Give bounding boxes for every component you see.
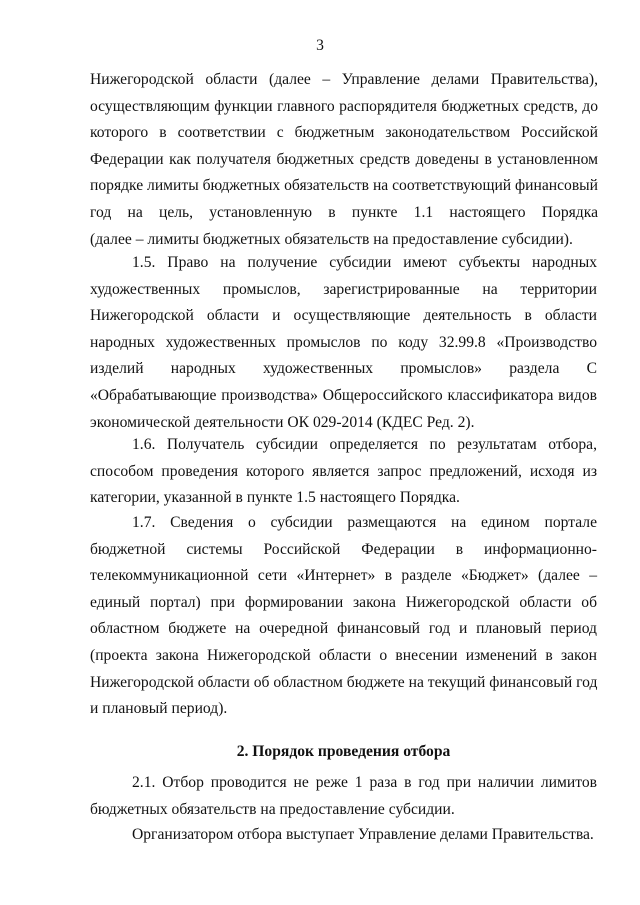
text-line: категории, указанной в пункте 1.5 настоящего Порядка. xyxy=(90,489,460,507)
text-line: бюджетной системы Российской Федерации в информационно- xyxy=(90,540,597,558)
text-line: 2.1. Отбор проводится не реже 1 раза в год при наличии лимитов xyxy=(132,774,597,791)
text-line: народных художественных промыслов по коду 32.99.8 «Производство xyxy=(90,333,597,351)
text-line: Нижегородской области об областном бюджете на текущий финансовый год xyxy=(90,673,598,691)
paragraph-2-1-organizer xyxy=(90,822,597,849)
text-line: Нижегородской области (далее – Управление делами Правительства), xyxy=(90,71,599,88)
paragraph-1-4-continuation xyxy=(90,67,598,253)
text-line: единый портал) при формировании закона Нижегородской области об xyxy=(90,593,597,611)
text-line: 1.7. Сведения о субсидии размещаются на едином портале xyxy=(132,514,597,531)
text-line: осуществляющим функции главного распорядителя бюджетных средств, до xyxy=(90,97,599,115)
paragraph-2-1 xyxy=(90,770,597,823)
paragraph-1-7 xyxy=(90,510,597,723)
text-line: (далее – лимиты бюджетных обязательств на предоставление субсидии). xyxy=(90,230,573,248)
text-line: «Обрабатывающие производства» Общероссийского классификатора видов xyxy=(90,386,597,404)
text-line: бюджетных обязательств на предоставление субсидии. xyxy=(90,800,455,818)
text-line: областном бюджете на очередной финансовый год и плановый период xyxy=(90,620,597,638)
text-line: телекоммуникационной сети «Интернет» в разделе «Бюджет» (далее – xyxy=(90,567,597,585)
text-line: художественных промыслов, зарегистрированные на территории xyxy=(90,280,597,298)
paragraph-1-6 xyxy=(90,432,597,512)
text-line: Нижегородской области и осуществляющие деятельность в области xyxy=(90,307,597,325)
section-heading: 2. Порядок проведения отбора xyxy=(236,743,451,760)
text-line: и плановый период). xyxy=(90,700,228,718)
text-line: 1.5. Право на получение субсидии имеют субъекты народных xyxy=(132,254,597,271)
text-line: Федерации как получателя бюджетных средств доведены в установленном xyxy=(90,150,599,168)
text-line: 1.6. Получатель субсидии определяется по результатам отбора, xyxy=(132,436,597,453)
text-line: способом проведения которого является запрос предложений, исходя из xyxy=(90,462,597,480)
text-line: год на цель, установленную в пункте 1.1 настоящего Порядка xyxy=(90,203,599,221)
text-line: которого в соответствии с бюджетным законодательством Российской xyxy=(90,124,599,142)
text-line: Организатором отбора выступает Управление делами Правительства. xyxy=(132,826,594,843)
text-line: экономической деятельности ОК 029-2014 (КДЕС Ред. 2). xyxy=(90,413,475,431)
text-line: (проекта закона Нижегородской области о внесении изменений в закон xyxy=(90,646,597,664)
paragraph-1-5 xyxy=(90,250,597,436)
text-line: изделий народных художественных промыслов» раздела С xyxy=(90,360,597,378)
text-line: порядке лимиты бюджетных обязательств на соответствующий финансовый xyxy=(90,177,599,195)
page-number: 3 xyxy=(316,37,324,54)
